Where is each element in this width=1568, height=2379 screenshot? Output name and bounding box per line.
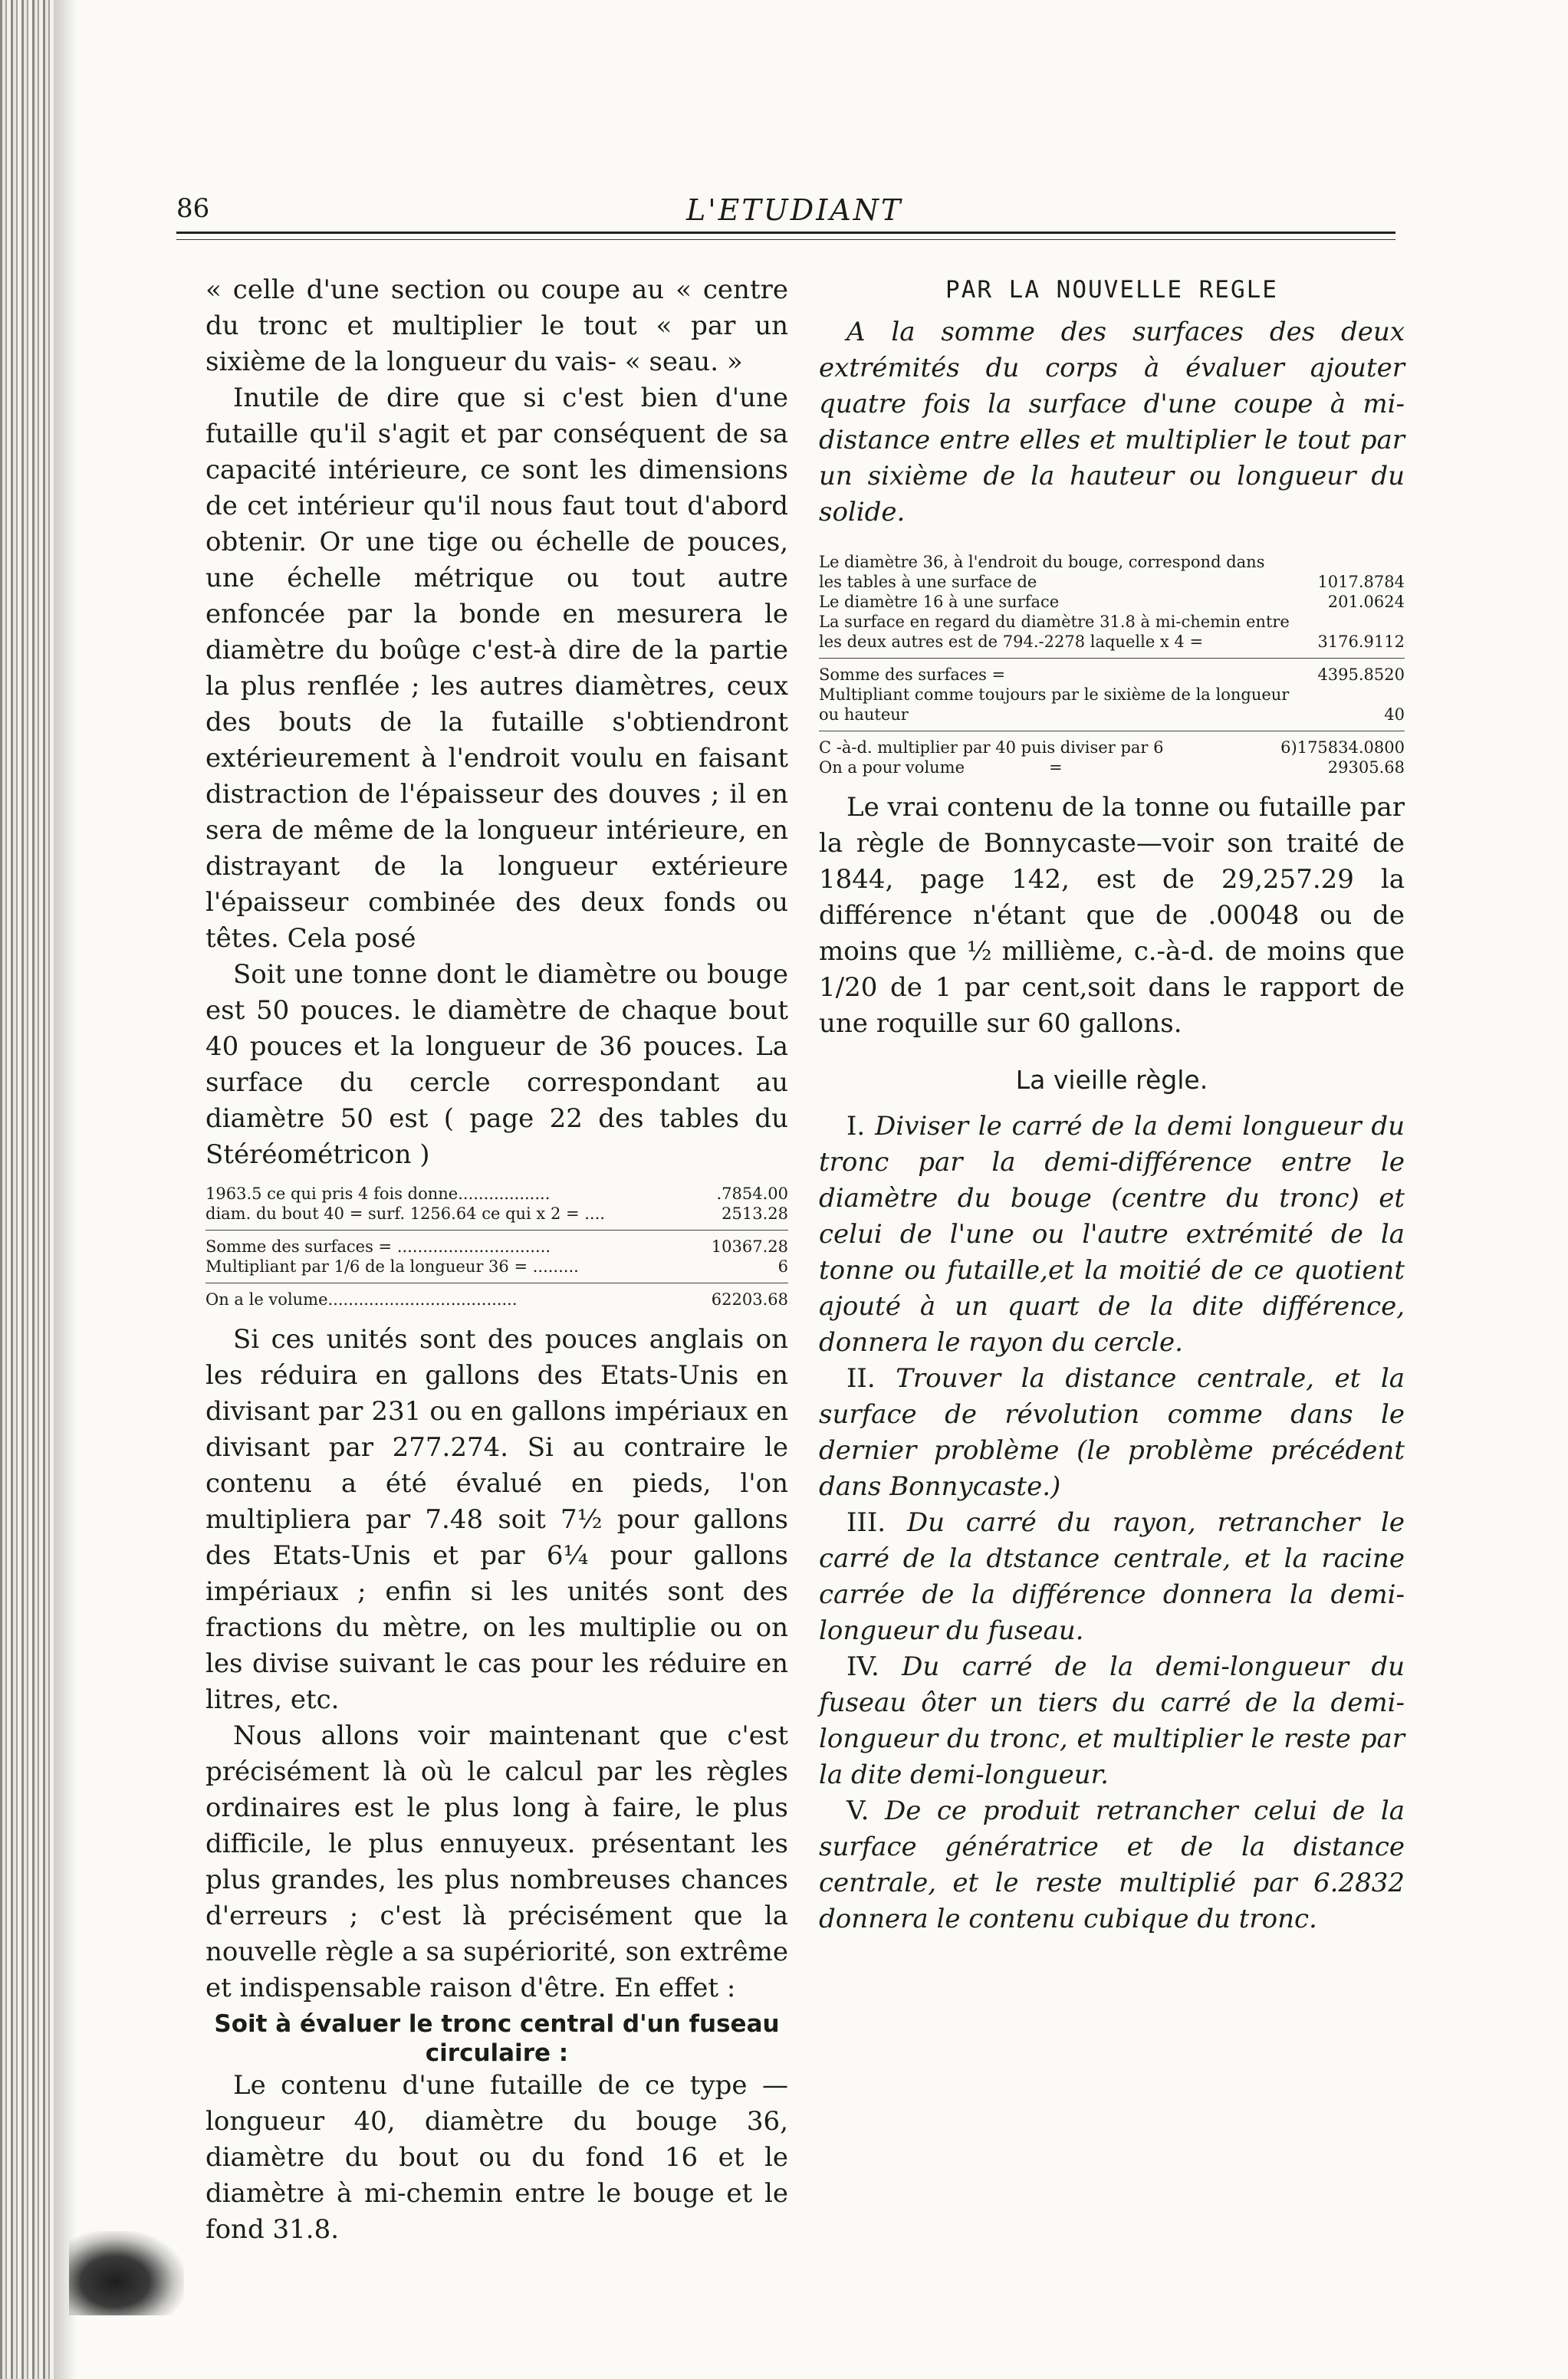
row-label: Le diamètre 16 à une surface bbox=[819, 593, 1060, 611]
list-item bbox=[819, 1793, 1405, 1937]
step-number: III. bbox=[846, 1507, 886, 1538]
paragraph: Inutile de dire que si c'est bien d'une futaille qu'il s'agit et par conséquent de sa capacité intérieure, ce sont les dimensions de cet intérieur qu'il nous faut tout d'abord obtenir. Or une tige ou échelle de pouces, une échelle métrique ou tout autre enfoncée par la bonde en mesurera le diamètre du boûge c'est-à dire de la partie la plus renflée ; les autres diamètres, ceux des bouts de la futaille s'obtiendront extérieurement à l'endroit voulu en faisant distraction de l'épaisseur des douves ; il en sera de même de la longueur intérieure, en distrayant de la longueur extérieure l'épaisseur combinée des deux fonds ou têtes. Cela posé bbox=[205, 383, 788, 954]
volume-value: 29305.68 bbox=[1327, 758, 1405, 777]
table-row bbox=[819, 685, 1405, 725]
step-number: V. bbox=[846, 1796, 869, 1826]
multiplier-value: 6 bbox=[777, 1257, 788, 1276]
sum-value: 4395.8520 bbox=[1317, 665, 1405, 684]
calculation-table bbox=[205, 1184, 788, 1309]
sum-label: Somme des surfaces = .............................. bbox=[205, 1237, 551, 1256]
table-divider bbox=[205, 1230, 788, 1231]
table-row bbox=[205, 1257, 788, 1277]
result-label: On a le volume..................................... bbox=[205, 1290, 518, 1309]
row-label: 1963.5 ce qui pris 4 fois donne.................. bbox=[205, 1185, 551, 1203]
step-text: Trouver la distance centrale, et la surface de révolution comme dans le dernier problème (le problème précédent dans Bonnycaste.) bbox=[819, 1363, 1405, 1502]
header-rule-thin bbox=[176, 239, 1395, 240]
paragraph: Si ces unités sont des pouces anglais on les réduira en gallons des Etats-Unis en divisant par 231 ou en gallons impériaux en divisant par 277.274. Si au contraire le contenu a été évalué en pieds, l'on multipliera par 7.48 soit 7½ pour gallons des Etats-Unis et par 6¼ pour gallons impériaux ; enfin si les unités sont des fractions du mètre, on les multiplie ou on les divise suivant le cas pour les réduire en litres, etc. bbox=[205, 1324, 788, 1715]
calc-value: 6)175834.0800 bbox=[1280, 738, 1405, 757]
right-column bbox=[819, 272, 1405, 1937]
row-value: 1017.8784 bbox=[1317, 573, 1405, 591]
table-divider bbox=[819, 658, 1405, 659]
step-text: Du carré du rayon, retrancher le carré de la dtstance centrale, et la racine carrée de la différence donnera la demi-longueur du fuseau. bbox=[819, 1507, 1405, 1646]
paragraph: Le contenu d'une futaille de ce type — longueur 40, diamètre du bouge 36, diamètre du bout ou du fond 16 et le diamètre à mi-chemin entre le bouge et le fond 31.8. bbox=[205, 2070, 788, 2245]
step-text: Diviser le carré de la demi longueur du tronc par la demi-différence entre le diamètre du bouge (centre du tronc) et celui de l'une ou l'autre extrémité de la tonne ou futaille,et la moitié de ce quotient ajouté à un quart de la dite différence, donnera le rayon du cercle. bbox=[819, 1111, 1405, 1358]
step-text: De ce produit retrancher celui de la surface génératrice et de la distance centrale, et le reste multiplié par 6.2832 donnera le contenu cubique du tronc. bbox=[819, 1796, 1405, 1934]
section-heading: PAR LA NOUVELLE REGLE bbox=[945, 276, 1278, 304]
list-item bbox=[819, 1505, 1405, 1649]
step-text: Du carré de la demi-longueur du fuseau ôter un tiers du carré de la demi-longueur du tronc, et multiplier le reste par la dite demi-longueur. bbox=[819, 1651, 1405, 1790]
header-rule-thick bbox=[176, 232, 1395, 234]
volume-label-text: On a pour volume bbox=[819, 758, 965, 777]
row-label: diam. du bout 40 = surf. 1256.64 ce qui x 2 = .... bbox=[205, 1204, 605, 1223]
table-row bbox=[205, 1204, 788, 1224]
step-number: I. bbox=[846, 1111, 866, 1142]
table-row bbox=[819, 738, 1405, 757]
rule-statement: A la somme des surfaces des deux extrémités du corps à évaluer ajouter quatre fois la surface d'une coupe à mi-distance entre elles et multiplier le tout par un sixième de la hauteur ou longueur du solide. bbox=[819, 317, 1405, 527]
multiplier-label: Multipliant par 1/6 de la longueur 36 = ......... bbox=[205, 1257, 579, 1276]
book-spine-shadow bbox=[54, 0, 77, 2379]
step-number: II. bbox=[846, 1363, 876, 1394]
multiplier-value: 40 bbox=[1384, 705, 1405, 724]
table-row bbox=[819, 612, 1405, 652]
left-column bbox=[205, 272, 788, 2248]
row-value: 3176.9112 bbox=[1317, 633, 1405, 651]
section-heading: Soit à évaluer le tronc central d'un fuseau circulaire : bbox=[214, 2010, 780, 2067]
result-value: 62203.68 bbox=[711, 1290, 788, 1309]
multiplier-label: Multipliant comme toujours par le sixième de la longueur ou hauteur bbox=[819, 685, 1290, 724]
table-row bbox=[205, 1290, 788, 1309]
volume-label bbox=[819, 757, 1305, 777]
table-row bbox=[819, 552, 1405, 592]
paragraph: Le vrai contenu de la tonne ou futaille par la règle de Bonnycaste—voir son traité de 1844, page 142, est de 29,257.29 la différence n'étant que de .00048 ou de moins que ½ millième, c.-à-d. de moins que 1/20 de 1 par cent,soit dans le rapport de une roquille sur 60 gallons. bbox=[819, 792, 1405, 1039]
equals-sign: = bbox=[1049, 758, 1063, 777]
running-title: L'ETUDIANT bbox=[686, 193, 903, 227]
row-value: .7854.00 bbox=[716, 1185, 788, 1203]
calculation-table bbox=[819, 552, 1405, 777]
page-number: 86 bbox=[176, 193, 210, 224]
list-item bbox=[819, 1649, 1405, 1793]
table-row bbox=[819, 757, 1405, 777]
paragraph: Nous allons voir maintenant que c'est précisément là où le calcul par les règles ordinaires est le plus long à faire, le plus difficile, le plus ennuyeux. présentant les plus grandes, les plus nombreuses chances d'erreurs ; c'est là précisément que la nouvelle règle a sa supériorité, son extrême et indispensable raison d'être. En effet : bbox=[205, 1720, 788, 2003]
ink-smudge bbox=[69, 2231, 184, 2315]
paragraph: Soit une tonne dont le diamètre ou bouge est 50 pouces. le diamètre de chaque bout 40 pouces et la longueur de 36 pouces. La surface du cercle correspondant au diamètre 50 est ( page 22 des tables du Stéréométricon ) bbox=[205, 959, 788, 1170]
table-row bbox=[205, 1184, 788, 1204]
calc-label: C -à-d. multiplier par 40 puis diviser par 6 bbox=[819, 738, 1164, 757]
section-heading: La vieille règle. bbox=[1015, 1065, 1208, 1095]
list-item bbox=[819, 1109, 1405, 1361]
table-row bbox=[205, 1237, 788, 1257]
table-row bbox=[819, 665, 1405, 685]
row-value: 2513.28 bbox=[722, 1204, 788, 1223]
book-spine-edge bbox=[0, 0, 54, 2379]
sum-label: Somme des surfaces = bbox=[819, 665, 1006, 684]
row-value: 201.0624 bbox=[1327, 593, 1405, 611]
list-item bbox=[819, 1361, 1405, 1505]
table-row bbox=[819, 592, 1405, 612]
quote-continuation: « celle d'une section ou coupe au « centre du tronc et multiplier le tout « par un sixième de la longueur du vais- « seau. » bbox=[205, 274, 788, 377]
row-label: La surface en regard du diamètre 31.8 à mi-chemin entre les deux autres est de 794.-2278 laquelle x 4 = bbox=[819, 613, 1290, 651]
steps-list bbox=[819, 1109, 1405, 1937]
step-number: IV. bbox=[846, 1651, 879, 1682]
sum-value: 10367.28 bbox=[711, 1237, 788, 1256]
row-label: Le diamètre 36, à l'endroit du bouge, correspond dans les tables à une surface de bbox=[819, 553, 1265, 591]
